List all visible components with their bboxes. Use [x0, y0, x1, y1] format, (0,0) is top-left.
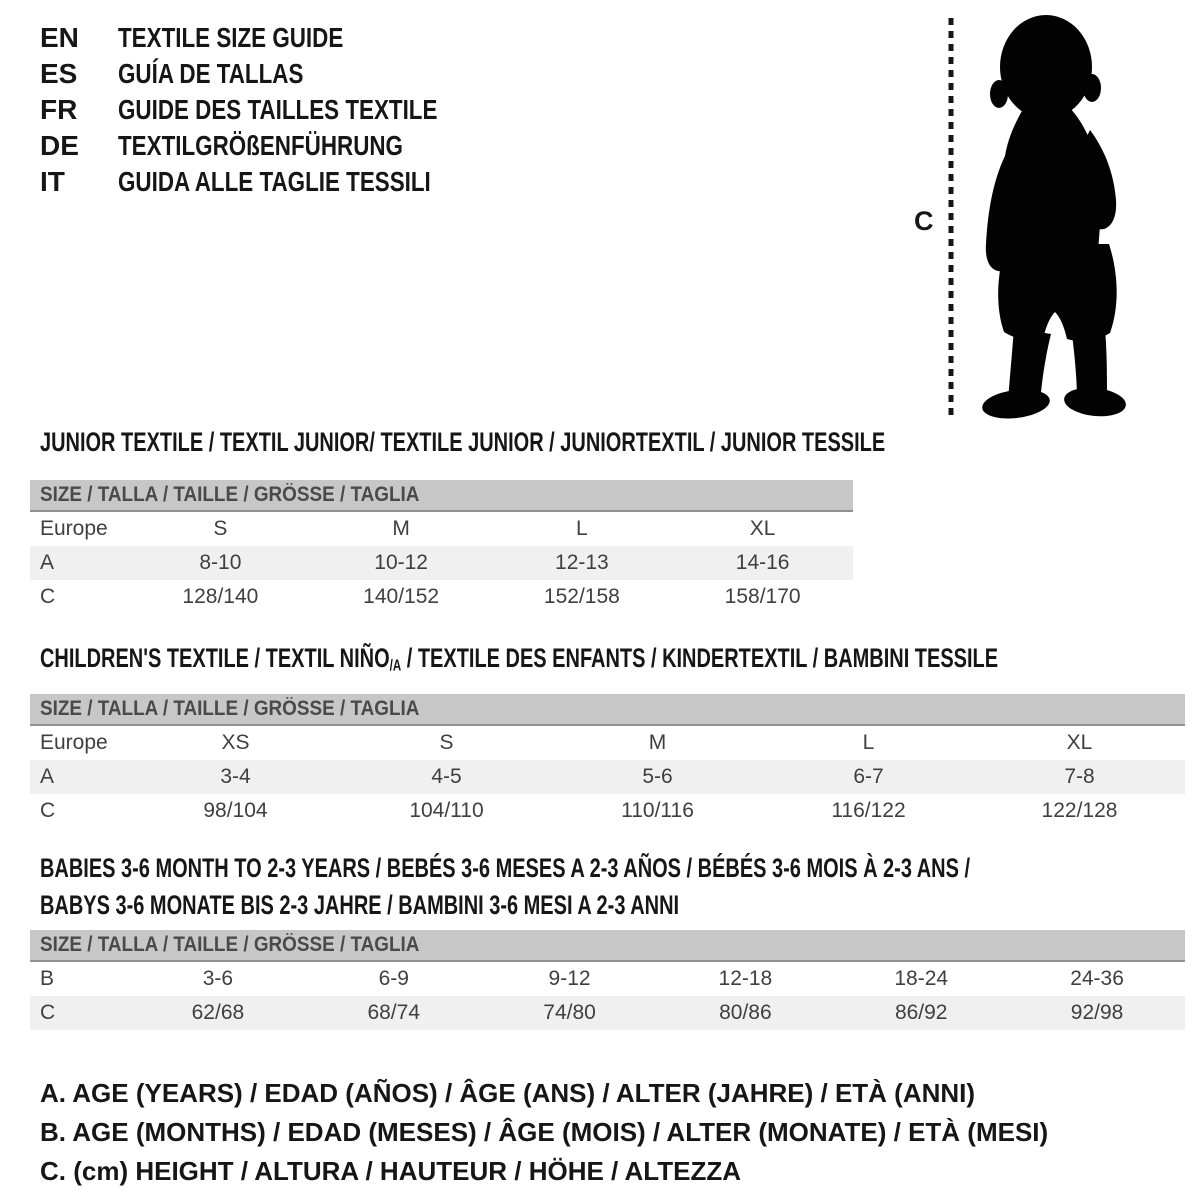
guide-title-en: TEXTILE SIZE GUIDE: [118, 22, 344, 53]
size-cell: M: [392, 517, 410, 540]
size-cell: S: [213, 517, 228, 540]
legend: [30, 1074, 1185, 1191]
size-cell: 158/170: [724, 585, 801, 608]
size-cell: 74/80: [543, 1001, 596, 1025]
section-title-junior: JUNIOR TEXTILE / TEXTIL JUNIOR/ TEXTILE JUNIOR / JUNIORTEXTIL / JUNIOR TESSILE: [40, 427, 886, 457]
guide-title-es: GUÍA DE TALLAS: [118, 58, 304, 89]
lang-code: ES: [40, 58, 78, 89]
guide-title-de: TEXTILGRÖßENFÜHRUNG: [118, 130, 403, 161]
size-cell: 140/152: [363, 585, 440, 608]
lang-row-de: [40, 130, 517, 166]
size-tables-area: [30, 428, 1185, 1191]
size-cell: S: [439, 731, 454, 755]
size-cell: XL: [749, 517, 776, 540]
height-figure: [914, 12, 1148, 424]
size-cell: 5-6: [642, 765, 673, 789]
row-label: A: [40, 765, 55, 789]
size-cell: 8-10: [199, 551, 242, 574]
size-cell: 18-24: [894, 967, 949, 991]
row-label: C: [40, 799, 56, 823]
section-junior: [30, 428, 1185, 614]
size-cell: 12-18: [718, 967, 773, 991]
section-title-children: CHILDREN'S TEXTILE / TEXTIL NIÑO/A / TEXTILE DES ENFANTS / KINDERTEXTIL / BAMBINI TESSILE: [40, 643, 999, 675]
junior-size-table: [30, 480, 853, 614]
lang-code: IT: [40, 166, 65, 197]
size-cell: 7-8: [1064, 765, 1095, 789]
size-cell: 6-7: [853, 765, 884, 789]
row-label: Europe: [40, 731, 108, 755]
table-row: [30, 962, 1185, 996]
nino-a-subscript: /A: [389, 657, 402, 675]
row-label: Europe: [40, 517, 108, 540]
section-babies: [30, 850, 1185, 1030]
size-cell: M: [648, 731, 667, 755]
size-cell: 3-4: [220, 765, 251, 789]
size-cell: 14-16: [735, 551, 790, 574]
table-row: [30, 512, 853, 546]
size-cell: XS: [221, 731, 250, 755]
size-cell: 86/92: [894, 1001, 948, 1025]
lang-row-es: [40, 58, 517, 94]
lang-code: EN: [40, 22, 79, 53]
size-cell: 62/68: [191, 1001, 245, 1025]
size-cell: 110/116: [621, 799, 694, 823]
lang-code: DE: [40, 130, 79, 161]
table-size-header: SIZE / TALLA / TAILLE / GRÖSSE / TAGLIA: [30, 930, 1185, 962]
row-label: A: [40, 551, 55, 574]
section-title-babies-line2: BABYS 3-6 MONATE BIS 2-3 JAHRE / BAMBINI 3-6 MESI A 2-3 ANNI: [40, 890, 680, 921]
lang-row-en: [40, 22, 517, 58]
table-row: [30, 726, 1185, 760]
table-row: [30, 996, 1185, 1030]
guide-title-it: GUIDA ALLE TAGLIE TESSILI: [118, 166, 431, 197]
lang-code: FR: [40, 94, 78, 125]
row-label: C: [40, 585, 56, 608]
legend-line-a: A. AGE (YEARS) / EDAD (AÑOS) / ÂGE (ANS) / ALTER (JAHRE) / ETÀ (ANNI): [40, 1078, 976, 1109]
size-cell: 152/158: [543, 585, 620, 608]
size-cell: 4-5: [431, 765, 462, 789]
size-cell: 3-6: [202, 967, 234, 991]
size-cell: 116/122: [831, 799, 906, 823]
babies-size-table: [30, 930, 1185, 1030]
lang-row-it: [40, 166, 517, 202]
table-size-header: SIZE / TALLA / TAILLE / GRÖSSE / TAGLIA: [30, 694, 1185, 726]
table-row: [30, 794, 1185, 828]
row-label: C: [40, 1001, 56, 1025]
table-row: [30, 760, 1185, 794]
row-label: B: [40, 967, 55, 991]
legend-line-c: C. (cm) HEIGHT / ALTURA / HAUTEUR / HÖHE / ALTEZZA: [40, 1156, 742, 1187]
size-cell: 92/98: [1070, 1001, 1124, 1025]
size-cell: 104/110: [409, 799, 484, 823]
size-cell: L: [862, 731, 875, 755]
size-cell: 122/128: [1041, 799, 1118, 823]
table-size-header: SIZE / TALLA / TAILLE / GRÖSSE / TAGLIA: [30, 480, 853, 512]
toddler-silhouette-icon: [938, 12, 1148, 422]
size-cell: 80/86: [719, 1001, 772, 1025]
guide-title-fr: GUIDE DES TAILLES TEXTILE: [118, 94, 438, 125]
size-cell: 9-12: [548, 967, 591, 991]
size-cell: 98/104: [203, 799, 268, 823]
size-cell: 12-13: [555, 551, 609, 574]
size-cell: 10-12: [374, 551, 428, 574]
size-cell: L: [576, 517, 588, 540]
height-measure-label: C: [914, 206, 934, 236]
size-cell: XL: [1066, 731, 1093, 755]
size-cell: 128/140: [182, 585, 259, 608]
table-row: [30, 546, 853, 580]
legend-line-b: B. AGE (MONTHS) / EDAD (MESES) / ÂGE (MOIS) / ALTER (MONATE) / ETÀ (MESI): [40, 1117, 1049, 1148]
language-title-block: [40, 22, 517, 202]
size-cell: 24-36: [1070, 967, 1124, 991]
children-size-table: [30, 694, 1185, 828]
section-children: [30, 644, 1185, 828]
lang-row-fr: [40, 94, 517, 130]
section-title-babies-line1: BABIES 3-6 MONTH TO 2-3 YEARS / BEBÉS 3-6 MESES A 2-3 AÑOS / BÉBÉS 3-6 MOIS À 2-3 ANS /: [40, 853, 971, 884]
size-cell: 6-9: [378, 967, 409, 991]
size-cell: 68/74: [367, 1001, 421, 1025]
table-row: [30, 580, 853, 614]
